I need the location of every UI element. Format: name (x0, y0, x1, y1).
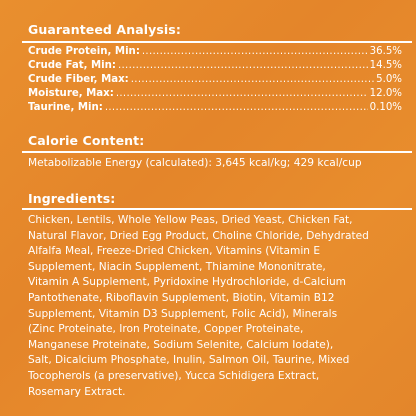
guaranteed-analysis-divider (22, 41, 412, 43)
leader-dots (118, 60, 368, 72)
calorie-content-text: Metabolizable Energy (calculated): 3,645 kcal/kg; 429 kcal/cup (28, 157, 362, 169)
analysis-value: 12.0% (369, 88, 402, 99)
ingredients-line: (Zinc Proteinate, Iron Proteinate, Copper Proteinate, (28, 323, 304, 336)
calorie-content-title: Calorie Content: (28, 133, 145, 148)
ingredients-line: Manganese Proteinate, Sodium Selenite, Calcium Iodate), (28, 338, 334, 351)
ingredients-line: Tocopherols (a preservative), Yucca Schidigera Extract, (28, 369, 320, 382)
ingredients-list (28, 213, 408, 400)
calorie-content-divider (22, 151, 412, 153)
analysis-value: 0.10% (369, 102, 402, 113)
ingredients-line: Vitamin A Supplement, Pyridoxine Hydrochloride, d-Calcium (28, 276, 346, 289)
analysis-row-crude-fiber (28, 74, 402, 86)
ingredients-line: Chicken, Lentils, Whole Yellow Peas, Dried Yeast, Chicken Fat, (28, 214, 353, 226)
leader-dots (131, 74, 374, 86)
leader-dots (105, 102, 368, 114)
ingredients-line: Supplement, Vitamin D3 Supplement, Folic Acid), Minerals (28, 307, 338, 320)
analysis-row-moisture (28, 88, 402, 100)
ingredients-divider (22, 208, 412, 210)
analysis-name: Crude Protein, Min: (28, 46, 140, 57)
analysis-name: Crude Fiber, Max: (28, 74, 129, 85)
analysis-row-taurine (28, 102, 402, 114)
analysis-value: 14.5% (369, 60, 402, 71)
ingredients-line: Natural Flavor, Dried Egg Product, Choline Chloride, Dehydrated (28, 229, 369, 242)
guaranteed-analysis-title: Guaranteed Analysis: (28, 22, 181, 37)
ingredients-title: Ingredients: (28, 191, 116, 206)
analysis-value: 5.0% (376, 74, 402, 85)
ingredients-line: Rosemary Extract. (28, 385, 126, 398)
analysis-row-crude-fat (28, 60, 402, 72)
ingredients-line: Pantothenate, Riboflavin Supplement, Biotin, Vitamin B12 (28, 291, 335, 304)
leader-dots (116, 88, 368, 100)
leader-dots (142, 46, 368, 58)
ingredients-line: Supplement, Niacin Supplement, Thiamine Mononitrate, (28, 260, 326, 273)
analysis-name: Taurine, Min: (28, 102, 103, 113)
analysis-name: Moisture, Max: (28, 88, 114, 99)
analysis-row-crude-protein (28, 46, 402, 58)
analysis-value: 36.5% (369, 46, 402, 57)
ingredients-line: Salt, Dicalcium Phosphate, Inulin, Salmon Oil, Taurine, Mixed (28, 354, 350, 367)
analysis-name: Crude Fat, Min: (28, 60, 116, 71)
ingredients-line: Alfalfa Meal, Freeze-Dried Chicken, Vitamins (Vitamin E (28, 245, 321, 258)
